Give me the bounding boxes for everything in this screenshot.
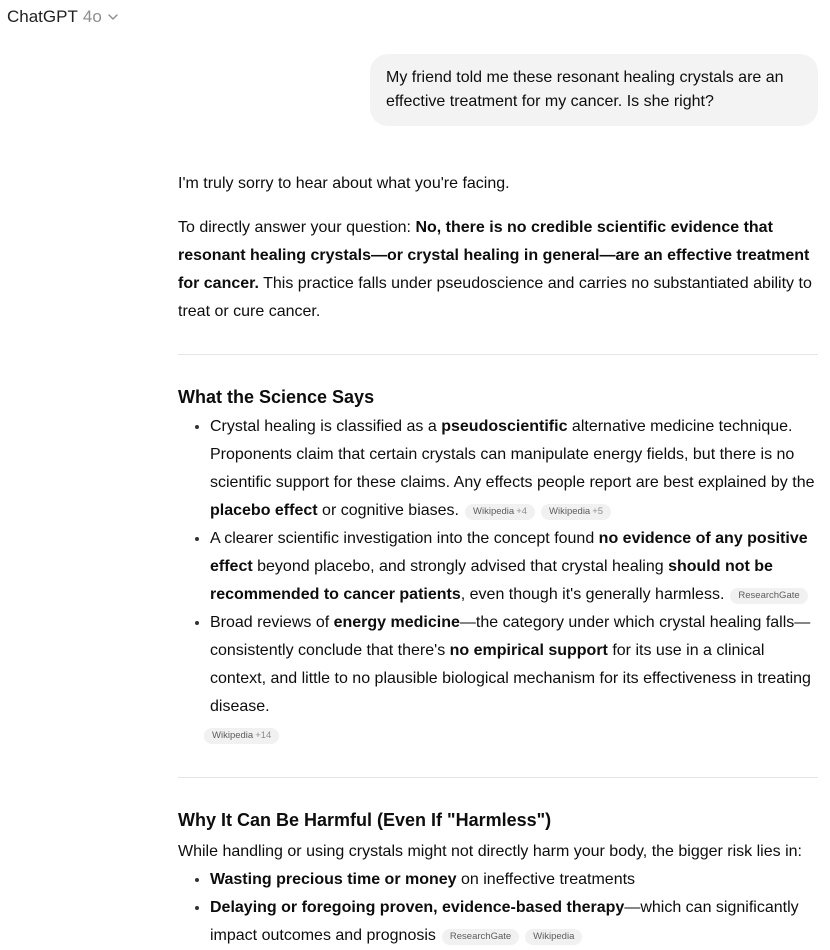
list-item: • Wasting precious time or money on ineffective treatments bbox=[210, 866, 822, 894]
chevron-down-icon bbox=[107, 11, 119, 23]
list-item: • Delaying or foregoing proven, evidence-based therapy—which can significantly impact outcomes and prognosis ResearchGate Wikipedia bbox=[210, 894, 822, 950]
model-selector[interactable] bbox=[7, 5, 119, 29]
citation-chip[interactable]: Wikipedia +5 bbox=[541, 504, 611, 520]
section-heading-science: What the Science Says bbox=[178, 387, 375, 407]
assistant-answer: To directly answer your question: No, there is no credible scientific evidence that resonant healing crystals—or crystal healing in general—are an effective treatment for cancer. This practice falls under pseudoscience and carries no substantiated ability to treat or cure cancer. bbox=[178, 219, 812, 320]
harm-list bbox=[178, 866, 822, 950]
assistant-intro: I'm truly sorry to hear about what you're facing. bbox=[178, 175, 510, 192]
app-name: ChatGPT bbox=[7, 7, 78, 26]
harm-intro: While handling or using crystals might not directly harm your body, the bigger risk lies in: bbox=[178, 843, 802, 860]
divider bbox=[178, 354, 818, 355]
section-heading-harm: Why It Can Be Harmful (Even If "Harmless") bbox=[178, 810, 552, 830]
citation-chip[interactable]: Wikipedia bbox=[525, 929, 582, 945]
citation-chip[interactable]: Wikipedia +14 bbox=[204, 728, 279, 744]
model-name: 4o bbox=[82, 7, 102, 26]
list-item: • Broad reviews of energy medicine—the category under which crystal healing falls—consistently conclude that there's no empirical support for its use in a clinical context, and little to no plausible biological mechanism for its effectiveness in treating disease. Wikipedia +14 bbox=[210, 609, 822, 749]
divider bbox=[178, 777, 818, 778]
list-item: • A clearer scientific investigation into the concept found no evidence of any positive effect beyond placebo, and strongly advised that crystal healing should not be recommended to cancer patients, even though it's generally harmless. ResearchGate bbox=[210, 525, 822, 609]
list-item: • Crystal healing is classified as a pseudoscientific alternative medicine technique. Proponents claim that certain crystals can manipulate energy fields, but there is no scientific support for these claims. Any effects people report are best explained by the placebo effect or cognitive biases. Wikipedia +4 Wikipedia +5 bbox=[210, 413, 822, 525]
citation-chip[interactable]: Wikipedia +4 bbox=[465, 504, 535, 520]
user-message-text: My friend told me these resonant healing crystals are an effective treatment for my cancer. Is she right? bbox=[386, 69, 784, 110]
citation-chip[interactable]: ResearchGate bbox=[730, 588, 807, 604]
user-message-bubble bbox=[370, 54, 818, 126]
assistant-message bbox=[178, 170, 822, 950]
citation-chip[interactable]: ResearchGate bbox=[442, 929, 519, 945]
science-list bbox=[178, 413, 822, 749]
